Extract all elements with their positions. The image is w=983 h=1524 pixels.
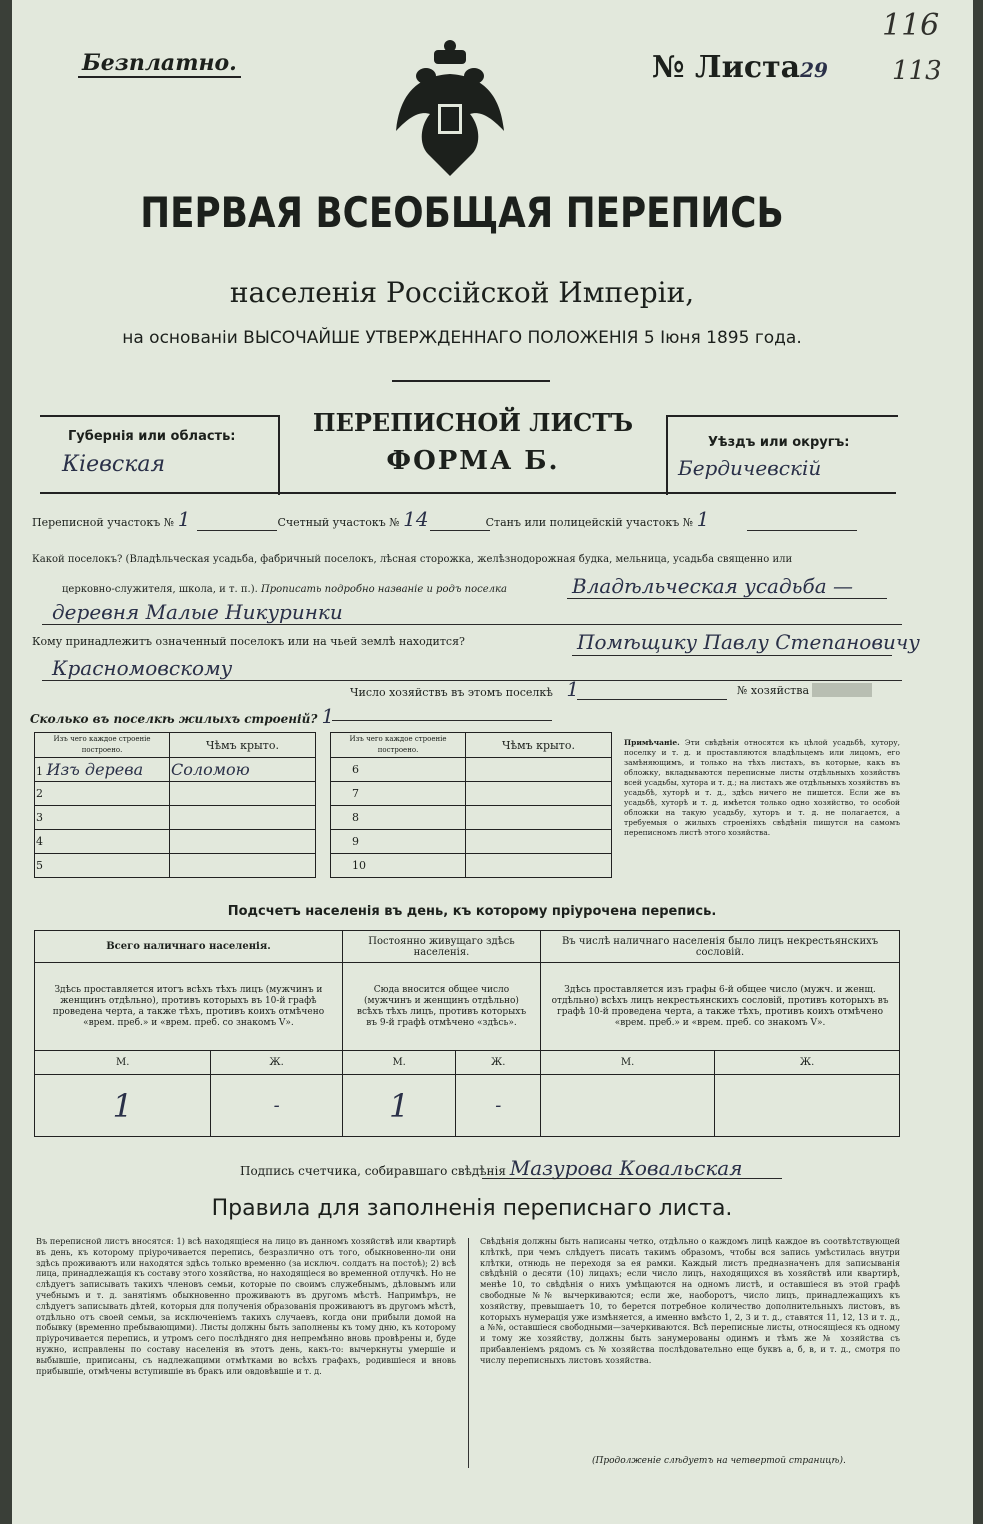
signature-label: Подпись счетчика, собиравшаго свѣдѣнія <box>240 1164 506 1178</box>
f-label: Ж. <box>211 1051 343 1075</box>
households-line <box>350 677 580 701</box>
sheet-number-label: № Листа <box>652 50 801 85</box>
population-table <box>34 930 900 1137</box>
title-divider <box>392 380 550 382</box>
rules-heading: Правила для заполненія переписнаго листа. <box>211 1196 733 1221</box>
note-title: Примѣчаніе. <box>624 738 680 747</box>
m-label: М. <box>342 1051 456 1075</box>
household-no-label: № хозяйства <box>737 684 809 697</box>
district-value: Бердичевскій <box>678 456 822 480</box>
province-label: Губернія или область: <box>68 429 236 444</box>
owner-label: Кому принадлежитъ означенный поселокъ или на чьей землѣ находится? <box>32 635 465 648</box>
count-district-label: Счетный участокъ № <box>277 516 400 529</box>
buildings-col-material: Изъ чего каждое строеніе построено. <box>35 733 170 758</box>
form-name: ФОРМА Б. <box>386 446 560 476</box>
household-no-smudge <box>812 683 872 697</box>
building-row: 9 <box>331 830 612 854</box>
rules-left: Въ переписной листъ вносятся: 1) всѣ находящіеся на лицо въ данномъ хозяйствѣ или квартирѣ въ день, къ которому пріурочивается перепись, безразлично отъ того, обыкновенно-ли они здѣсь проживаютъ или находятся здѣсь только временно (за исключ. солдатъ на постоѣ); 2) всѣ лица, принадлежащія къ составу этого хозяйства, но находящіеся во временной отлучкѣ. Но не слѣдуетъ записывать такихъ членовъ семьи, которые по своимъ служебнымъ, дѣловымъ или учебнымъ и т. д. занятіямъ обыкновенно проживаютъ въ другомъ мѣстѣ. Напримѣръ, не слѣдуетъ записывать дѣтей, которыя для полученія образованія проживаютъ въ другомъ мѣстѣ, отдѣльно отъ своей семьи, за исключеніемъ такихъ случаевъ, когда они прибыли домой на побывку (временно пребывающими). Листы должны быть заполнены къ тому дню, къ которому пріурочивается перепись, и утромъ сего послѣдняго дня непремѣнно вновь провѣрены и, буде нужно, исправлены по составу населенія въ этотъ день, какъ-то: вычеркнуты умершіе и выбывшіе, приписаны, съ надлежащими отмѣтками во всѣхъ графахъ, родившіеся и вновь прибывшіе, отмѣчены вступившіе въ бракъ или овдовѣвшіе и т. д. <box>36 1236 456 1376</box>
archive-number-bottom: 113 <box>892 56 942 86</box>
population-col1-m: 1 <box>35 1075 211 1137</box>
building-row: 1 Изъ дерева Соломою <box>35 758 316 782</box>
building-row: 8 <box>331 806 612 830</box>
sheet-number-value: 29 <box>800 58 828 82</box>
population-col3-title: Въ числѣ наличнаго населенія было лицъ некрестьянскихъ сословій. <box>541 931 900 963</box>
rules-continued: (Продолженіе слѣдуетъ на четвертой страницѣ). <box>592 1456 846 1466</box>
population-col2-text: Сюда вносится общее число (мужчинъ и женщинъ отдѣльно) всѣхъ тѣхъ лицъ, противъ которыхъ въ 9-й графѣ отмѣчено «здѣсь». <box>342 963 540 1051</box>
census-sheet <box>12 0 973 1524</box>
census-district-value: 1 <box>177 507 191 531</box>
households-label: Число хозяйствъ въ этомъ поселкѣ <box>350 686 553 699</box>
archive-number-top: 116 <box>882 8 940 43</box>
f-label: Ж. <box>456 1051 541 1075</box>
police-label: Станъ или полицейскій участокъ № <box>485 516 694 529</box>
province-box <box>40 415 280 495</box>
building-row: 4 <box>35 830 316 854</box>
buildings-line <box>30 704 334 728</box>
building-row: 5 <box>35 854 316 878</box>
province-value: Кіевская <box>62 452 166 477</box>
signature-value: Мазурова Ковальская <box>509 1156 743 1180</box>
district-line <box>32 507 932 531</box>
note-text: Эти свѣдѣнія относятся къ цѣлой усадьбѣ, хутору, поселку и т. д. и проставляются владѣльцемъ или лицомъ, его замѣняющимъ, и только на тѣхъ листахъ, въ которые, какъ въ обложку, вкладываются переписные листы отдѣльныхъ хозяйствъ всей усадьбы, хутора и т. д.; на листахъ же отдѣльныхъ хозяйствъ въ усадьбѣ, хуторѣ и т. д., здѣсь ничего не пишется. Если же въ усадьбѣ, хуторѣ и т. д. имѣется только одно хозяйство, то особой обложки на такую усадьбу, хуторъ и т. д. не полагается, а требуемыя о жилыхъ строеніяхъ свѣдѣнія пишутся на самомъ переписномъ листѣ этого хозяйства. <box>624 738 900 837</box>
signature-line <box>240 1156 742 1180</box>
page-basis: на основаніи ВЫСОЧАЙШЕ УТВЕРЖДЕННАГО ПОЛОЖЕНІЯ 5 Іюня 1895 года. <box>122 328 802 348</box>
building-row: 3 <box>35 806 316 830</box>
census-district-label: Переписной участокъ № <box>32 516 175 529</box>
settlement-value-1: Владѣльческая усадьба — <box>572 574 854 598</box>
buildings-col-roof: Чѣмъ крыто. <box>170 733 316 758</box>
settlement-value-2: деревня Малые Никуринки <box>52 600 343 624</box>
buildings-label: Сколько въ поселкѣ жилыхъ строеній? <box>30 712 318 726</box>
buildings-value: 1 <box>321 704 335 728</box>
population-col2-f: - <box>456 1075 541 1137</box>
district-label: Уѣздъ или округъ: <box>708 435 850 450</box>
form-block-underline <box>40 492 896 494</box>
settlement-line-2 <box>62 584 507 596</box>
count-district-value: 14 <box>403 507 429 531</box>
district-box <box>666 415 898 495</box>
m-label: М. <box>541 1051 715 1075</box>
buildings-table-left <box>34 732 316 878</box>
buildings-note <box>624 738 900 838</box>
population-heading: Подсчетъ населенія въ день, къ которому пріурочена перепись. <box>227 904 717 919</box>
buildings-col-material-2: Изъ чего каждое строеніе построено. <box>331 733 466 758</box>
rules-right: Свѣдѣнія должны быть написаны четко, отдѣльно о каждомъ лицѣ каждое въ соотвѣтствующей клѣткѣ, при чемъ слѣдуетъ писать такимъ образомъ, чтобы вся запись умѣстилась внутри клѣтки, отнюдь не переходя за ея рамки. Каждый листъ предназначенъ для записыванія свѣдѣній о десяти (10) лицахъ; если число лицъ, находящихся въ хозяйствѣ или квартирѣ, менѣе 10, то свѣдѣнія о нихъ умѣщаются на одномъ листѣ, и оставшіеся въ этой графѣ свободные №№ вычеркиваются; если же, наоборотъ, число лицъ, принадлежащихъ къ хозяйству, превышаетъ 10, то берется потребное количество дополнительныхъ листовъ, въ которыхъ нумерація уже измѣняется, а именно вмѣсто 1, 2, 3 и т. д., ставятся 11, 12, 13 и т. д., а №№, оставшіеся свободными—зачеркиваются. Всѣ переписные листы, относящіеся къ одному и тому же хозяйству, должны быть занумерованы одинмъ и тѣмъ же № хозяйства съ прибавленіемъ рядомъ съ № хозяйства послѣдовательно еще буквъ а, б, в, и т. д., смотря по числу переписныхъ листовъ хозяйства. <box>480 1236 900 1365</box>
building-row: 6 <box>331 758 612 782</box>
police-value: 1 <box>696 507 710 531</box>
owner-value-1: Помѣщику Павлу Степановичу <box>577 630 920 654</box>
population-col2-title: Постоянно живущаго здѣсь населенія. <box>342 931 540 963</box>
population-col2-m: 1 <box>342 1075 456 1137</box>
settlement-instruction: Прописать подробно названіе и родъ поселка <box>260 584 507 595</box>
building-row: 7 <box>331 782 612 806</box>
building-row: 2 <box>35 782 316 806</box>
households-value: 1 <box>566 677 580 701</box>
page-title: ПЕРВАЯ ВСЕОБЩАЯ ПЕРЕПИСЬ <box>140 188 784 237</box>
rules-divider <box>468 1238 469 1468</box>
population-col1-text: Здѣсь проставляется итогъ всѣхъ тѣхъ лицъ (мужчинъ и женщинъ отдѣльно), противъ которыхъ въ 10-й графѣ проведена черта, а также тѣхъ, противъ коихъ отмѣчено «врем. преб.» и «врем. преб. со знакомъ V». <box>35 963 343 1051</box>
population-col1-f: - <box>211 1075 343 1137</box>
settlement-label-2: церковно-служителя, школа, и т. п.). <box>62 584 258 595</box>
free-label: Безплатно. <box>78 50 241 78</box>
m-label: М. <box>35 1051 211 1075</box>
population-col3-m <box>541 1075 715 1137</box>
owner-value-2: Красномовскому <box>52 656 233 680</box>
double-headed-eagle-icon <box>390 36 510 186</box>
form-title: ПЕРЕПИСНОЙ ЛИСТЪ <box>312 408 634 437</box>
sheet-number <box>652 50 828 85</box>
population-col3-f <box>715 1075 900 1137</box>
settlement-label: Какой поселокъ? (Владѣльческая усадьба, фабричный поселокъ, лѣсная сторожка, желѣзнодорожная будка, мельница, усадьба священно или <box>32 554 793 565</box>
f-label: Ж. <box>715 1051 900 1075</box>
buildings-table-right <box>330 732 612 878</box>
buildings-col-roof-2: Чѣмъ крыто. <box>466 733 612 758</box>
page-subtitle: населенія Россійской Имперіи, <box>229 276 695 309</box>
building-row: 10 <box>331 854 612 878</box>
population-col3-text: Здѣсь проставляется изъ графы 6-й общее число (мужч. и женщ. отдѣльно) всѣхъ лицъ некрестьянскихъ сословій, противъ которыхъ въ графѣ 10-й проведена черта, а также тѣхъ, противъ коихъ отмѣчено «врем. преб.» и «врем. преб. со знакомъ V». <box>541 963 900 1051</box>
population-col1-title: Всего наличнаго населенія. <box>35 931 343 963</box>
